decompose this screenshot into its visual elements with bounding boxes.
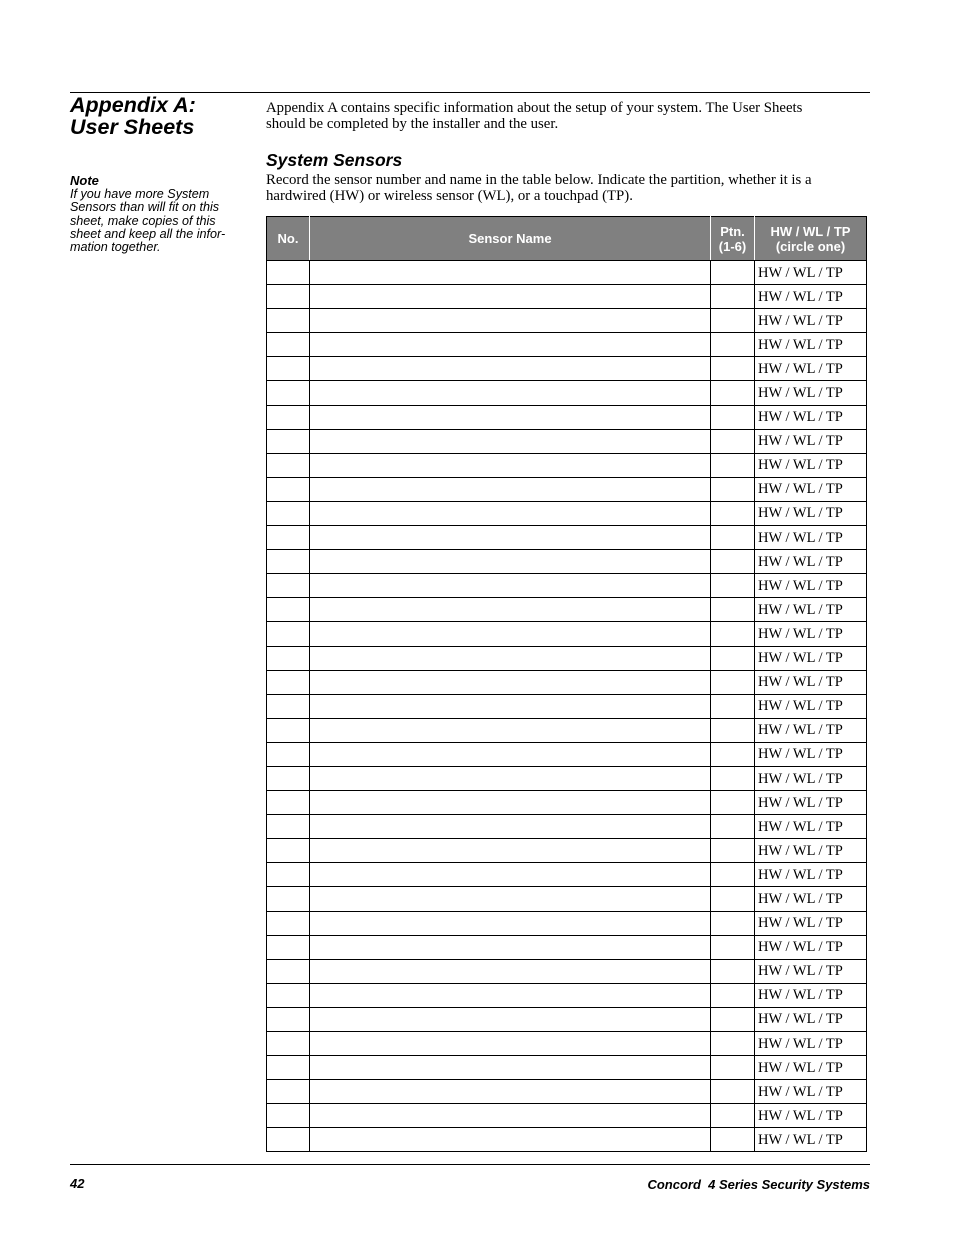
sensor-type-cell: HW / WL / TP [755, 405, 867, 429]
sensor-type-cell: HW / WL / TP [755, 1056, 867, 1080]
sensor-type-cell: HW / WL / TP [755, 526, 867, 550]
sensor-type-cell: HW / WL / TP [755, 285, 867, 309]
table-row [267, 1007, 867, 1031]
note-line: If you have more System [70, 187, 210, 201]
sensor-name-cell[interactable] [310, 742, 711, 766]
sensor-number-cell[interactable] [267, 1104, 310, 1128]
table-row [267, 405, 867, 429]
sensor-name-cell[interactable] [310, 935, 711, 959]
table-row [267, 357, 867, 381]
partition-cell[interactable] [711, 815, 755, 839]
sensor-name-cell[interactable] [310, 1032, 711, 1056]
partition-cell[interactable] [711, 766, 755, 790]
sensor-type-cell: HW / WL / TP [755, 694, 867, 718]
partition-cell[interactable] [711, 381, 755, 405]
sensor-type-cell: HW / WL / TP [755, 501, 867, 525]
sensor-name-cell[interactable] [310, 839, 711, 863]
partition-cell[interactable] [711, 646, 755, 670]
sensor-type-cell: HW / WL / TP [755, 670, 867, 694]
table-row [267, 526, 867, 550]
header-no: No. [267, 217, 310, 261]
sensor-type-cell: HW / WL / TP [755, 453, 867, 477]
page-title-line2: User Sheets [70, 115, 195, 139]
table-row [267, 791, 867, 815]
sensor-number-cell[interactable] [267, 501, 310, 525]
sensor-type-cell: HW / WL / TP [755, 477, 867, 501]
intro-line: Appendix A contains specific information about the setup of your system. The User Sheets [266, 100, 803, 116]
sensor-name-cell[interactable] [310, 911, 711, 935]
table-row [267, 839, 867, 863]
note-heading: Note [70, 173, 99, 188]
partition-cell[interactable] [711, 526, 755, 550]
sensor-name-cell[interactable] [310, 598, 711, 622]
sensor-type-cell: HW / WL / TP [755, 815, 867, 839]
sensor-type-cell: HW / WL / TP [755, 839, 867, 863]
table-row [267, 1080, 867, 1104]
sensor-type-cell: HW / WL / TP [755, 718, 867, 742]
sensor-type-cell: HW / WL / TP [755, 550, 867, 574]
table-row [267, 815, 867, 839]
sensor-number-cell[interactable] [267, 261, 310, 285]
header-sensor-type-line1: HW / WL / TP [770, 223, 851, 239]
sensor-name-cell[interactable] [310, 670, 711, 694]
table-row [267, 694, 867, 718]
sensor-type-cell: HW / WL / TP [755, 887, 867, 911]
sensor-name-cell[interactable] [310, 815, 711, 839]
sensor-name-cell[interactable] [310, 791, 711, 815]
sensor-name-cell[interactable] [310, 1128, 711, 1152]
sensor-type-cell: HW / WL / TP [755, 357, 867, 381]
table-row [267, 501, 867, 525]
sensor-number-cell[interactable] [267, 333, 310, 357]
sensor-number-cell[interactable] [267, 526, 310, 550]
sensor-number-cell[interactable] [267, 550, 310, 574]
partition-cell[interactable] [711, 501, 755, 525]
sensor-type-cell: HW / WL / TP [755, 333, 867, 357]
table-row [267, 646, 867, 670]
partition-cell[interactable] [711, 694, 755, 718]
table-row [267, 887, 867, 911]
partition-cell[interactable] [711, 309, 755, 333]
partition-cell[interactable] [711, 670, 755, 694]
sensor-name-cell[interactable] [310, 285, 711, 309]
sensor-number-cell[interactable] [267, 429, 310, 453]
table-row [267, 911, 867, 935]
sensor-type-cell: HW / WL / TP [755, 574, 867, 598]
table-row [267, 670, 867, 694]
sensor-number-cell[interactable] [267, 381, 310, 405]
header-partition-line2: (1-6) [718, 238, 747, 254]
sensor-name-cell[interactable] [310, 622, 711, 646]
sensor-number-cell[interactable] [267, 598, 310, 622]
table-row [267, 742, 867, 766]
partition-cell[interactable] [711, 429, 755, 453]
header-sensor-type-line2: (circle one) [775, 238, 846, 254]
sensor-type-cell: HW / WL / TP [755, 622, 867, 646]
table-row [267, 574, 867, 598]
table-row [267, 1032, 867, 1056]
partition-cell[interactable] [711, 598, 755, 622]
note-line: Sensors than will fit on this [70, 200, 220, 215]
sensor-name-cell[interactable] [310, 429, 711, 453]
sensor-name-cell[interactable] [310, 694, 711, 718]
sensor-type-cell: HW / WL / TP [755, 863, 867, 887]
intro-line: should be completed by the installer and the user. [266, 115, 559, 132]
bottom-rule [70, 1164, 870, 1165]
sensor-number-cell[interactable] [267, 718, 310, 742]
sensor-name-cell[interactable] [310, 501, 711, 525]
table-row [267, 453, 867, 477]
sensor-type-cell: HW / WL / TP [755, 261, 867, 285]
table-row [267, 598, 867, 622]
system-sensors-table [266, 216, 867, 1152]
header-sensor-name: Sensor Name [310, 217, 711, 261]
sensor-type-cell: HW / WL / TP [755, 1007, 867, 1031]
table-row [267, 381, 867, 405]
table-row [267, 983, 867, 1007]
partition-cell[interactable] [711, 261, 755, 285]
sensor-name-cell[interactable] [310, 477, 711, 501]
sensor-number-cell[interactable] [267, 670, 310, 694]
sensor-name-cell[interactable] [310, 1080, 711, 1104]
partition-cell[interactable] [711, 285, 755, 309]
table-row [267, 1056, 867, 1080]
page-title-line1: Appendix A: [70, 93, 196, 117]
sensor-name-cell[interactable] [310, 983, 711, 1007]
table-row [267, 863, 867, 887]
table-row [267, 1104, 867, 1128]
sensor-rows [267, 261, 867, 1152]
section-title: System Sensors [266, 150, 403, 170]
sensor-type-cell: HW / WL / TP [755, 1104, 867, 1128]
partition-cell[interactable] [711, 1056, 755, 1080]
table-row [267, 622, 867, 646]
partition-cell[interactable] [711, 477, 755, 501]
sensor-name-cell[interactable] [310, 887, 711, 911]
sensor-number-cell[interactable] [267, 1007, 310, 1031]
sensor-name-cell[interactable] [310, 453, 711, 477]
table-header-row [267, 217, 867, 261]
sensor-name-cell[interactable] [310, 863, 711, 887]
partition-cell[interactable] [711, 935, 755, 959]
sensor-number-cell[interactable] [267, 815, 310, 839]
table-row [267, 477, 867, 501]
footer-document-title: Concord 4 Series Security Systems [647, 1177, 870, 1192]
partition-cell[interactable] [711, 911, 755, 935]
partition-cell[interactable] [711, 839, 755, 863]
partition-cell[interactable] [711, 983, 755, 1007]
sensor-number-cell[interactable] [267, 983, 310, 1007]
header-partition-line1: Ptn. [720, 223, 745, 239]
partition-cell[interactable] [711, 1007, 755, 1031]
sensor-number-cell[interactable] [267, 1032, 310, 1056]
sensor-name-cell[interactable] [310, 574, 711, 598]
sensor-name-cell[interactable] [310, 381, 711, 405]
sensor-number-cell[interactable] [267, 285, 310, 309]
partition-cell[interactable] [711, 718, 755, 742]
table-row [267, 333, 867, 357]
table-row [267, 550, 867, 574]
page-title [70, 94, 196, 138]
sensor-type-cell: HW / WL / TP [755, 646, 867, 670]
sensor-name-cell[interactable] [310, 959, 711, 983]
table-row [267, 766, 867, 790]
sensor-number-cell[interactable] [267, 911, 310, 935]
table-row [267, 935, 867, 959]
sensor-number-cell[interactable] [267, 694, 310, 718]
sensor-number-cell[interactable] [267, 309, 310, 333]
sensor-name-cell[interactable] [310, 1007, 711, 1031]
table-row [267, 718, 867, 742]
sensor-name-cell[interactable] [310, 766, 711, 790]
table-row [267, 1128, 867, 1152]
partition-cell[interactable] [711, 357, 755, 381]
table-row [267, 429, 867, 453]
instruction-line: hardwired (HW) or wireless sensor (WL), or a touchpad (TP). [266, 187, 633, 204]
intro-paragraph [266, 101, 866, 132]
header-partition [711, 217, 755, 261]
sensor-type-cell: HW / WL / TP [755, 1032, 867, 1056]
sensor-type-cell: HW / WL / TP [755, 598, 867, 622]
sensor-name-cell[interactable] [310, 1056, 711, 1080]
partition-cell[interactable] [711, 1032, 755, 1056]
sensor-number-cell[interactable] [267, 574, 310, 598]
sensor-name-cell[interactable] [310, 646, 711, 670]
sensor-number-cell[interactable] [267, 1056, 310, 1080]
note-line: sheet and keep all the infor- [70, 226, 226, 241]
partition-cell[interactable] [711, 1128, 755, 1152]
table-row [267, 309, 867, 333]
partition-cell[interactable] [711, 887, 755, 911]
partition-cell[interactable] [711, 333, 755, 357]
sensor-name-cell[interactable] [310, 333, 711, 357]
sensor-number-cell[interactable] [267, 357, 310, 381]
sensor-number-cell[interactable] [267, 887, 310, 911]
sensor-name-cell[interactable] [310, 550, 711, 574]
partition-cell[interactable] [711, 1080, 755, 1104]
partition-cell[interactable] [711, 574, 755, 598]
sensor-type-cell: HW / WL / TP [755, 742, 867, 766]
sensor-name-cell[interactable] [310, 261, 711, 285]
sensor-type-cell: HW / WL / TP [755, 766, 867, 790]
sensor-type-cell: HW / WL / TP [755, 309, 867, 333]
sensor-name-cell[interactable] [310, 405, 711, 429]
instruction-line: Record the sensor number and name in the table below. Indicate the partition, whether it is a [266, 172, 812, 188]
partition-cell[interactable] [711, 791, 755, 815]
partition-cell[interactable] [711, 1104, 755, 1128]
sensor-number-cell[interactable] [267, 453, 310, 477]
sensor-number-cell[interactable] [267, 1080, 310, 1104]
sensor-number-cell[interactable] [267, 477, 310, 501]
sensor-number-cell[interactable] [267, 742, 310, 766]
sensor-number-cell[interactable] [267, 766, 310, 790]
page-number: 42 [70, 1176, 85, 1191]
sensor-number-cell[interactable] [267, 935, 310, 959]
note-line: mation together. [70, 240, 161, 255]
sensor-number-cell[interactable] [267, 791, 310, 815]
sensor-name-cell[interactable] [310, 526, 711, 550]
sensor-name-cell[interactable] [310, 718, 711, 742]
note-body [70, 188, 250, 254]
table-row [267, 959, 867, 983]
sensor-type-cell: HW / WL / TP [755, 429, 867, 453]
partition-cell[interactable] [711, 742, 755, 766]
sensor-number-cell[interactable] [267, 646, 310, 670]
sensor-type-cell: HW / WL / TP [755, 935, 867, 959]
sensor-number-cell[interactable] [267, 405, 310, 429]
table-row [267, 285, 867, 309]
sensor-number-cell[interactable] [267, 959, 310, 983]
sensor-type-cell: HW / WL / TP [755, 911, 867, 935]
sensor-type-cell: HW / WL / TP [755, 791, 867, 815]
sensor-number-cell[interactable] [267, 622, 310, 646]
partition-cell[interactable] [711, 453, 755, 477]
sensor-type-cell: HW / WL / TP [755, 1128, 867, 1152]
sensor-number-cell[interactable] [267, 863, 310, 887]
sensor-type-cell: HW / WL / TP [755, 1080, 867, 1104]
sensor-type-cell: HW / WL / TP [755, 381, 867, 405]
header-sensor-type [755, 217, 867, 261]
partition-cell[interactable] [711, 622, 755, 646]
sensor-number-cell[interactable] [267, 1128, 310, 1152]
sensor-name-cell[interactable] [310, 309, 711, 333]
partition-cell[interactable] [711, 863, 755, 887]
sensor-name-cell[interactable] [310, 1104, 711, 1128]
sensor-name-cell[interactable] [310, 357, 711, 381]
partition-cell[interactable] [711, 550, 755, 574]
section-instructions [266, 173, 866, 204]
partition-cell[interactable] [711, 405, 755, 429]
table-row [267, 261, 867, 285]
sensor-type-cell: HW / WL / TP [755, 983, 867, 1007]
partition-cell[interactable] [711, 959, 755, 983]
note-line: sheet, make copies of this [70, 213, 216, 228]
sensor-number-cell[interactable] [267, 839, 310, 863]
sensor-type-cell: HW / WL / TP [755, 959, 867, 983]
